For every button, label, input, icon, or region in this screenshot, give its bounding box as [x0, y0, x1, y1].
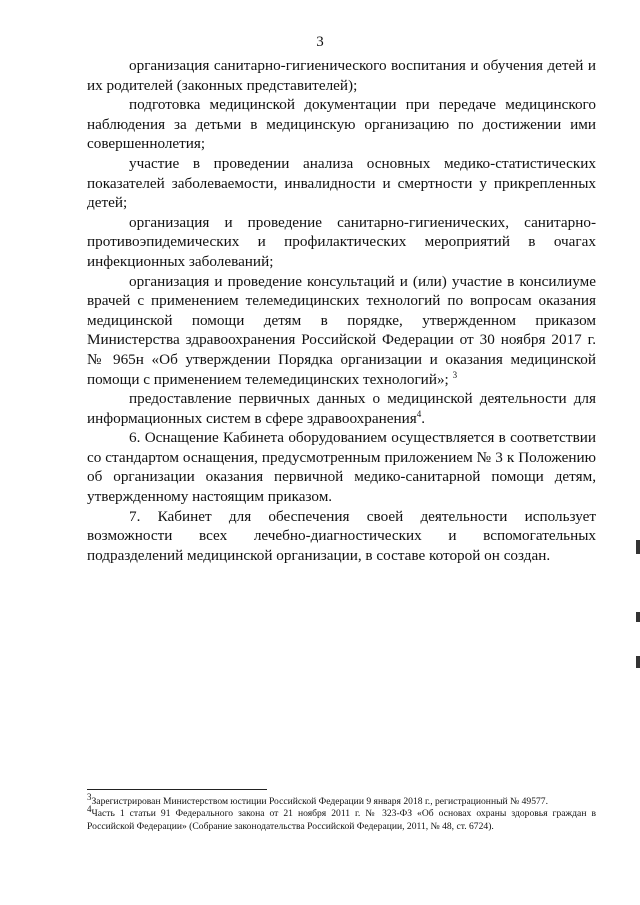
footnotes: [87, 791, 596, 833]
scan-edge-mark: [636, 612, 640, 622]
paragraph-item-7-capabilities: [87, 507, 596, 566]
footnote-text: Часть 1 статьи 91 Федерального закона от 21 ноября 2011 г. № 323-ФЗ «Об основах охраны здоровья граждан в Российской Федерации» (Собрание законодательства Российской Федерации, 2011, № 48, ст. 6724).: [87, 808, 596, 832]
paragraph-trailing-punctuation: .: [421, 409, 426, 427]
paragraph-text: организация и проведение санитарно-гигиенических, санитарно-противоэпидемических и профилактических мероприятий в очагах инфекционных заболеваний;: [87, 213, 596, 270]
paragraph-text: 7. Кабинет для обеспечения своей деятельности использует возможности всех лечебно-диагностических и вспомогательных подразделений медицинской организации, в составе которой он создан.: [87, 507, 596, 564]
scan-edge-mark: [636, 656, 640, 668]
footnote-divider: [87, 789, 267, 790]
footnote-3: [87, 791, 596, 808]
paragraph-statistics-analysis: [87, 154, 596, 213]
footnote-text: Зарегистрирован Министерством юстиции Российской Федерации 9 января 2018 г., регистрационный № 49577.: [91, 796, 548, 807]
main-text: [87, 56, 596, 565]
paragraph-infection-measures: [87, 213, 596, 272]
paragraph-text: организация и проведение консультаций и (или) участие в консилиуме врачей с применением телемедицинских технологий по вопросам оказания медицинской помощи детям в порядке, утвержденном приказом Министерства здравоохранения Российской Федерации от 30 ноября 2017 г. № 965н «Об утверждении Порядка организации и оказания медицинской помощи с применением телемедицинских технологий»;: [87, 272, 596, 388]
paragraph-primary-data: [87, 389, 596, 428]
page-number: 3: [316, 34, 324, 50]
paragraph-text: организация санитарно-гигиенического воспитания и обучения детей и их родителей (законных представителей);: [87, 57, 596, 94]
footnote-marker: 3: [87, 791, 92, 802]
paragraph-telemedicine: [87, 272, 596, 390]
paragraph-item-6-equipment: [87, 428, 596, 506]
paragraph-text: 6. Оснащение Кабинета оборудованием осуществляется в соответствии со стандартом оснащения, предусмотренным приложением № 3 к Положению об организации оказания первичной медико-санитарной помощи детям, утвержденному настоящим приказом.: [87, 429, 596, 506]
footnote-4: [87, 804, 596, 833]
paragraph-text: подготовка медицинской документации при передаче медицинского наблюдения за детьми в медицинскую организацию по достижении ими совершеннолетия;: [87, 96, 596, 153]
footnote-reference: 4: [416, 408, 422, 419]
footnote-reference: 3: [452, 369, 458, 380]
paragraph-text: участие в проведении анализа основных медико-статистических показателей заболеваемости, инвалидности и смертности у прикрепленных детей;: [87, 154, 596, 212]
paragraph-medical-documentation: [87, 95, 596, 154]
footnote-marker: 4: [87, 804, 92, 815]
paragraph-sanitary-education: [87, 56, 596, 95]
scan-edge-mark: [636, 540, 640, 554]
paragraph-text: предоставление первичных данных о медицинской деятельности для информационных систем в сфере здравоохранения: [87, 390, 596, 427]
